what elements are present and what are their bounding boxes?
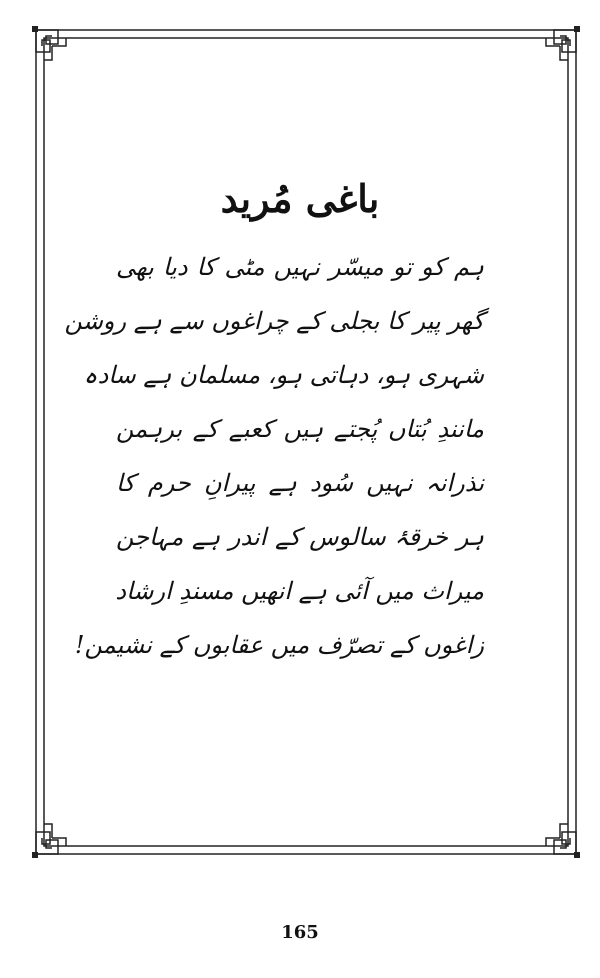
- verse-line: میراث میں آئی ہے انھیں مسندِ ارشاد: [115, 577, 484, 605]
- page-number: 165: [281, 922, 319, 943]
- verse-line: شہری ہو، دہاتی ہو، مسلمان ہے سادہ: [83, 361, 484, 389]
- verse-line: ہم کو تو میسّر نہیں مٹی کا دیا بھی: [116, 253, 484, 281]
- verse-line: گھر پیر کا بجلی کے چراغوں سے ہے روشن: [64, 307, 484, 335]
- poem-title: باغی مُرید: [220, 176, 380, 221]
- verse-line: ہر خرقۂ سالوس کے اندر ہے مہاجن: [116, 523, 484, 551]
- verse-line: مانندِ بُتاں پُجتے ہیں کعبے کے برہمن: [116, 415, 484, 443]
- verse-line: نذرانہ نہیں سُود ہے پیرانِ حرم کا: [116, 469, 484, 497]
- poem: [64, 170, 490, 672]
- poem-verses: [64, 240, 490, 672]
- verse-line: زاغوں کے تصرّف میں عقابوں کے نشیمن!: [74, 631, 484, 659]
